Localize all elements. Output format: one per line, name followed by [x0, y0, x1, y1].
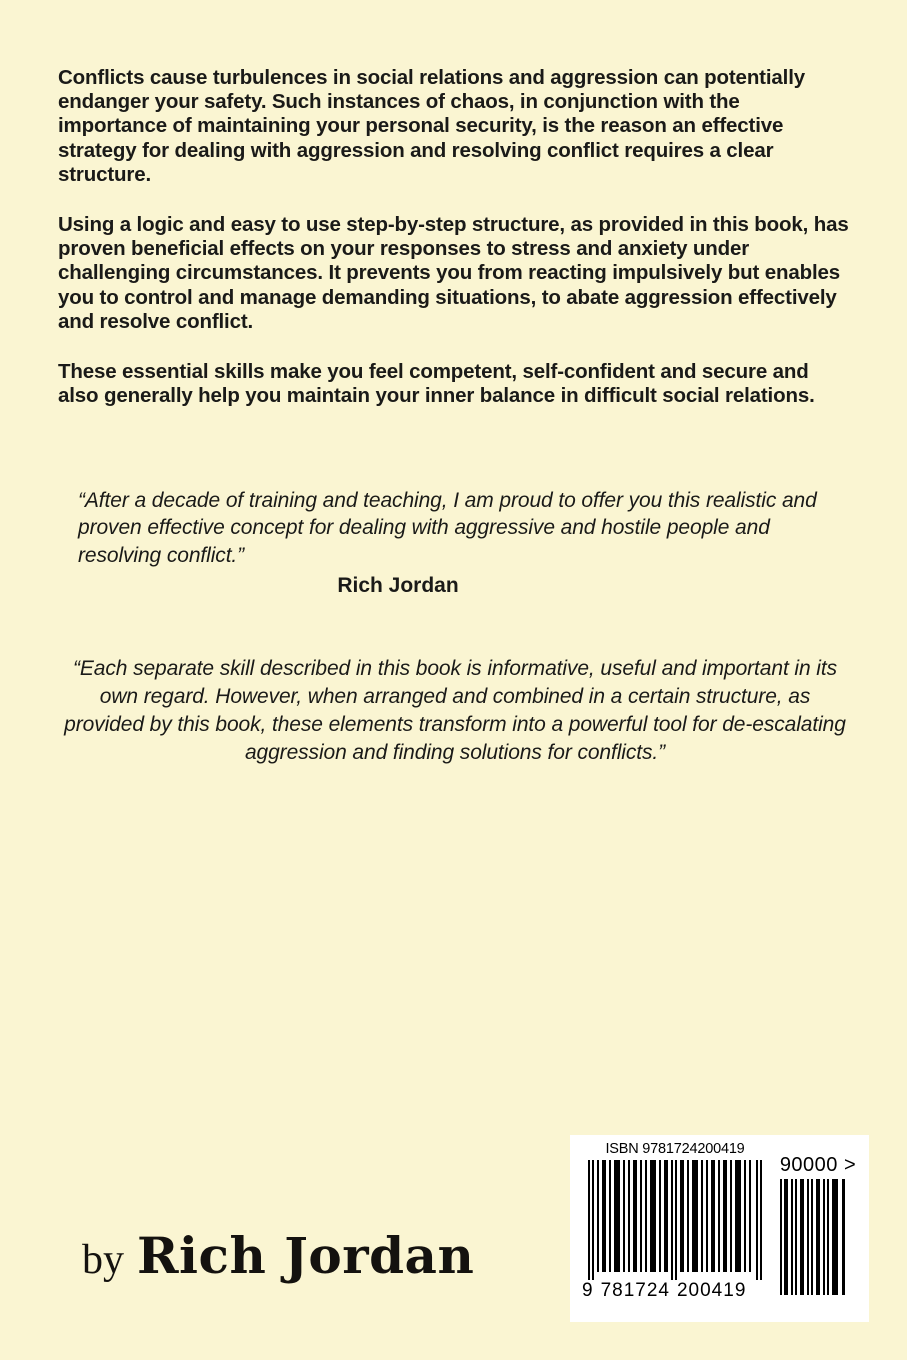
blurb-paragraph-1: Conflicts cause turbulences in social relations and aggression can potentially endanger your safety. Such instances of chaos, in conjunction with the importance of maintaining your personal security, is the reason an effective strategy for dealing with aggression and resolving conflict requires a clear structure. [58, 66, 806, 186]
isbn-number-label: ISBN 9781724200419 [605, 1141, 745, 1157]
isbn-digit-group-2: 781724 [600, 1279, 670, 1301]
isbn-digit-group-1: 9 [582, 1279, 594, 1301]
isbn-human-readable-digits [582, 1281, 768, 1300]
testimonial-quote-1-attribution: Rich Jordan [337, 573, 459, 597]
testimonial-quote-2 [58, 655, 852, 767]
price-addon-label [778, 1155, 858, 1176]
author-byline [82, 1226, 475, 1285]
barcode-panel [570, 1135, 869, 1322]
ean5-addon-barcode-image [778, 1179, 850, 1295]
blurb-text-block [58, 66, 852, 408]
byline-preposition: by [82, 1237, 124, 1283]
testimonial-quote-1 [78, 487, 838, 599]
price-addon-value: 90000 [779, 1154, 838, 1176]
blurb-paragraph-2: Using a logic and easy to use step-by-step structure, as provided in this book, has proven beneficial effects on your responses to stress and anxiety under challenging circumstances. It prevents you from reacting impulsively but enables you to control and manage demanding situations, to abate aggression effectively and resolve conflict. [58, 212, 849, 333]
price-addon-barcode-group [778, 1155, 858, 1295]
blurb-paragraph-3: These essential skills make you feel competent, self-confident and secure and also generally help you maintain your inner balance in difficult social relations. [58, 359, 815, 408]
isbn-digit-group-3: 200419 [676, 1279, 747, 1301]
testimonial-quote-1-text: “After a decade of training and teaching, I am proud to offer you this realistic and proven effective concept for dealing with aggressive and hostile people and resolving conflict.” [78, 489, 817, 567]
price-addon-suffix-icon: > [844, 1154, 857, 1176]
byline-author-name: Rich Jordan [137, 1226, 475, 1285]
isbn-barcode-group [582, 1142, 768, 1300]
testimonial-quote-2-text: “Each separate skill described in this book is informative, useful and important in its own regard. However, when arranged and combined in a certain structure, as provided by this book, these elements transform into a powerful tool for de-escalating aggression and finding solutions for conflicts.” [64, 657, 846, 764]
ean13-barcode-image [582, 1160, 768, 1280]
